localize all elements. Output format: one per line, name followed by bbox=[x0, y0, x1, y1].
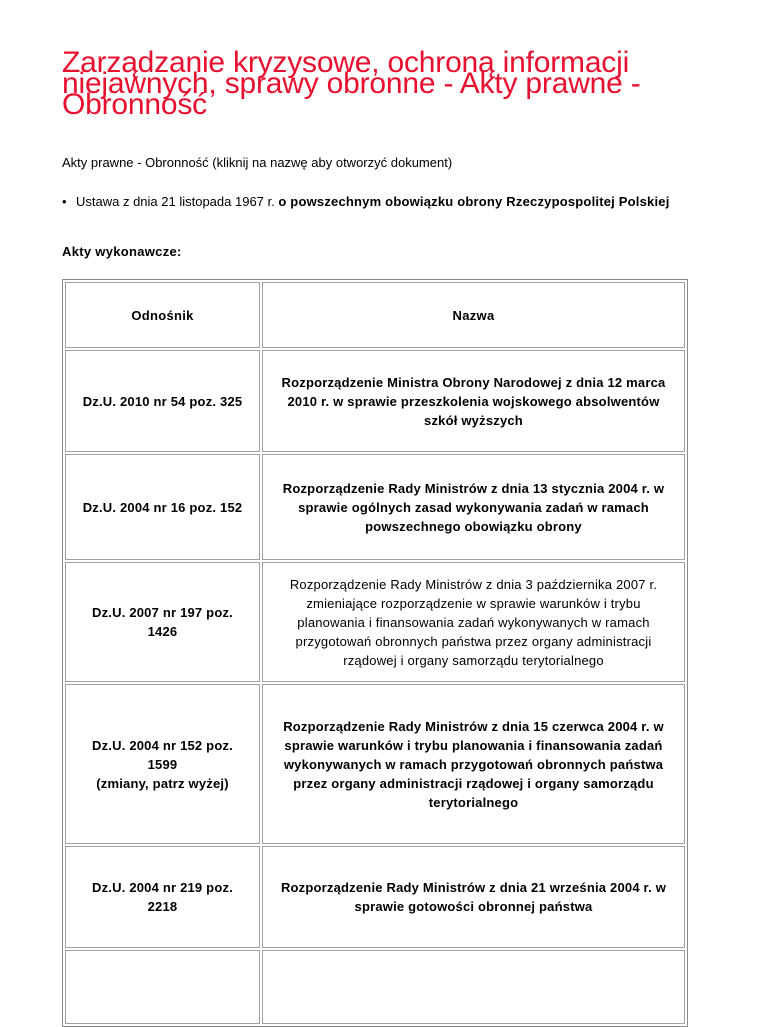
ref-text: Dz.U. 2007 nr 197 poz. 1426 bbox=[92, 605, 233, 639]
ref-cell bbox=[65, 846, 260, 948]
regulation-link[interactable]: Rozporządzenie Rady Ministrów z dnia 13 stycznia 2004 r. w sprawie ogólnych zasad wykonywania zadań w ramach powszechnego obowiązku obrony bbox=[282, 480, 665, 534]
table-row bbox=[65, 454, 685, 560]
ref-text: Dz.U. 2010 nr 54 poz. 325 bbox=[82, 393, 243, 409]
table-row bbox=[65, 846, 685, 948]
regulations-table bbox=[62, 279, 688, 1027]
regulation-link[interactable]: Rozporządzenie Rady Ministrów z dnia 15 czerwca 2004 r. w sprawie warunków i trybu planowania i finansowania zadań wykonywanych w ramach przygotowań obronnych państwa przez organy administracji rządowej i organy samorządu terytorialnego bbox=[283, 718, 664, 810]
name-cell bbox=[262, 950, 685, 1024]
ref-note: (zmiany, patrz wyżej) bbox=[96, 775, 229, 791]
table-row bbox=[65, 950, 685, 1024]
ref-cell bbox=[65, 562, 260, 682]
regulation-link[interactable]: Rozporządzenie Rady Ministrów z dnia 3 października 2007 r. zmieniające rozporządzenie w sprawie warunków i trybu planowania i finansowania zadań wykonywanych w ramach przygotowań obronnych państwa przez organy administracji rządowej i organy samorządu terytorialnego bbox=[289, 576, 658, 668]
intro-text: Akty prawne - Obronność (kliknij na nazwę aby otworzyć dokument) bbox=[62, 155, 453, 170]
header-ref: Odnośnik bbox=[65, 282, 260, 348]
page-title: Zarządzanie kryzysowe, ochroną informacji niejawnych, sprawy obronne - Akty prawne - Obronność bbox=[62, 46, 641, 121]
header-name: Nazwa bbox=[262, 282, 685, 348]
regulation-link[interactable]: Rozporządzenie Ministra Obrony Narodowej z dnia 12 marca 2010 r. w sprawie przeszkolenia wojskowego absolwentów szkół wyższych bbox=[281, 374, 666, 428]
list-item bbox=[62, 192, 702, 212]
table-row bbox=[65, 350, 685, 452]
name-cell[interactable] bbox=[262, 846, 685, 948]
regulation-link[interactable]: Rozporządzenie Rady Ministrów z dnia 21 września 2004 r. w sprawie gotowości obronnej państwa bbox=[280, 880, 667, 914]
law-list bbox=[62, 192, 702, 212]
name-cell[interactable] bbox=[262, 684, 685, 844]
name-cell[interactable] bbox=[262, 350, 685, 452]
name-cell[interactable] bbox=[262, 454, 685, 560]
sub-heading: Akty wykonawcze: bbox=[62, 244, 182, 259]
ref-text: Dz.U. 2004 nr 152 poz. 1599 bbox=[92, 737, 233, 772]
name-cell[interactable] bbox=[262, 562, 685, 682]
ref-cell bbox=[65, 950, 260, 1024]
ref-cell bbox=[65, 454, 260, 560]
table-row bbox=[65, 562, 685, 682]
ref-text: Dz.U. 2004 nr 219 poz. 2218 bbox=[92, 880, 233, 914]
law-prefix: Ustawa z dnia 21 listopada 1967 r. bbox=[76, 194, 279, 209]
table-row bbox=[65, 684, 685, 844]
law-link[interactable]: o powszechnym obowiązku obrony Rzeczypospolitej Polskiej bbox=[278, 194, 670, 209]
table-header-row bbox=[65, 282, 685, 348]
bullet-icon: • bbox=[62, 194, 67, 209]
ref-text: Dz.U. 2004 nr 16 poz. 152 bbox=[82, 499, 243, 515]
ref-cell bbox=[65, 350, 260, 452]
ref-cell bbox=[65, 684, 260, 844]
